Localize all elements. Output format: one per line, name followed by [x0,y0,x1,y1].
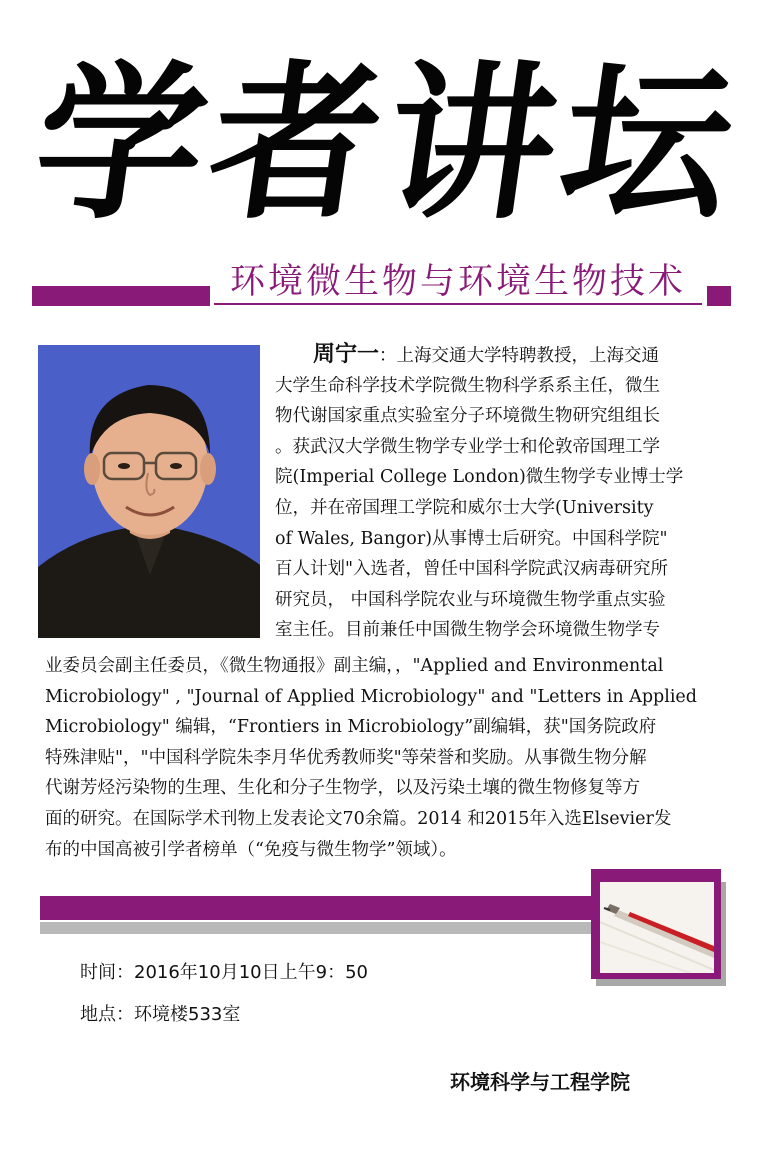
title-char-4: 坛 [548,44,745,242]
bio-line: 特殊津贴"，"中国科学院朱李月华优秀教师奖"等荣誉和奖励。从事微生物分解 [45,747,647,768]
title-char-2: 者 [198,44,395,242]
lecture-place: 地点：环境楼533室 [80,1004,241,1025]
portrait-photo-icon [38,345,260,638]
subtitle-band-right [707,286,731,306]
pen-icon [600,882,714,973]
bio-line: 布的中国高被引学者榜单（“免疫与微生物学”领域）。 [45,839,457,860]
bio-line: 百人计划"入选者，曾任中国科学院武汉病毒研究所 [275,559,669,580]
bio-line: 大学生命科学技术学院微生物科学系系主任，微生 [275,375,660,396]
lecture-time: 时间：2016年10月10日上午9：50 [80,962,368,983]
bio-right-column [275,340,715,646]
bio-full-width [45,651,725,865]
bio-line: 研究员， 中国科学院农业与环境微生物学重点实验 [275,589,666,610]
bio-line: 位，并在帝国理工学院和威尔士大学(University [275,497,654,518]
lecture-subtitle: 环境微生物与环境生物技术 [214,255,702,305]
bio-line: 物代谢国家重点实验室分子环境微生物研究组组长 [275,406,660,427]
bio-line: 院(Imperial College London)微生物学专业博士学 [275,467,684,488]
speaker-name: 周宁一 [313,342,380,367]
bio-line: 业委员会副主任委员，《微生物通报》副主编，，"Applied and Environmental [45,656,664,676]
band-shadow [40,922,608,934]
bio-line: 周宁一：上海交通大学特聘教授，上海交通 [313,342,660,367]
bio-line: of Wales, Bangor)从事博士后研究。中国科学院" [275,528,668,549]
title-char-1: 学 [23,44,220,242]
speaker-photo [38,345,260,638]
organizer-school: 环境科学与工程学院 [450,1070,630,1094]
bio-line: Microbiology" , "Journal of Applied Microbiology" and "Letters in Applied [45,686,697,707]
bio-line: Microbiology" 编辑，“Frontiers in Microbiology”副编辑，获"国务院政府 [45,717,657,738]
bio-line: 室主任。目前兼任中国微生物学会环境微生物学专 [275,620,660,641]
bio-line: 面的研究。在国际学术刊物上发表论文70余篇。2014 和2015年入选Elsevier发 [45,808,672,829]
subtitle-band-left [32,286,210,306]
bio-line: 代谢芳烃污染物的生理、生化和分子生物学，以及污染土壤的微生物修复等方 [45,778,640,799]
bio-line: 。获武汉大学微生物学专业学士和伦敦帝国理工学 [275,436,660,457]
bottom-band [40,896,608,920]
poster-title [0,38,768,248]
title-char-3: 讲 [373,44,570,242]
pen-picture [600,882,714,973]
pen-picture-frame [591,869,721,979]
